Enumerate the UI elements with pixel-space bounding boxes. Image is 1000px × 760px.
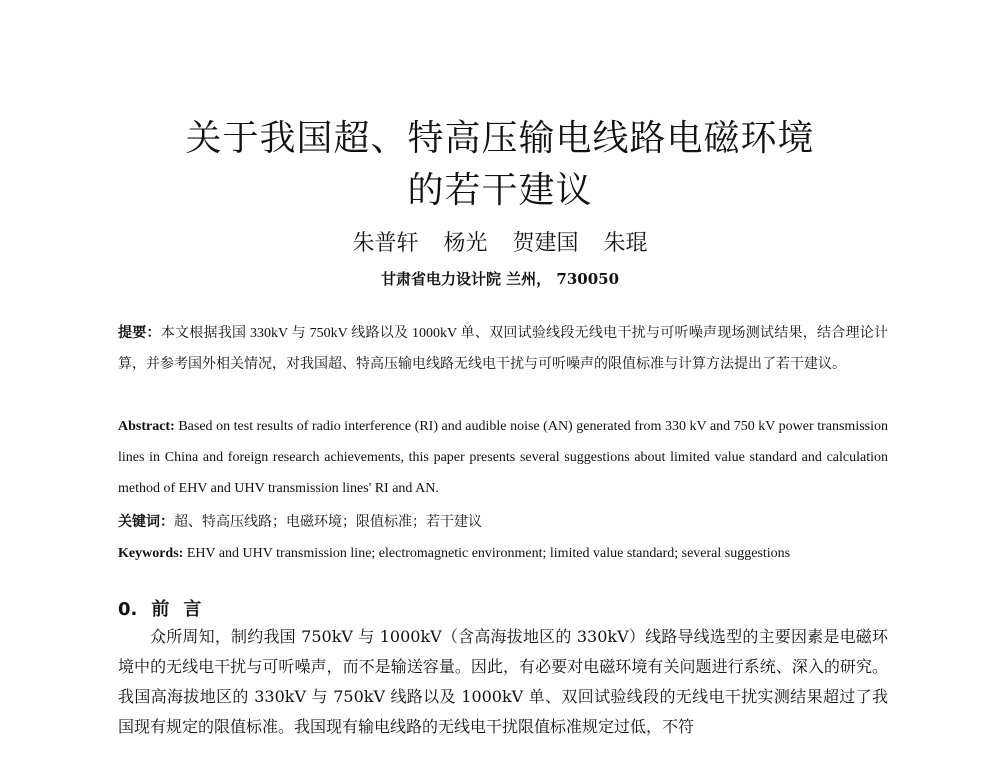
intro-paragraph: 众所周知，制约我国 750kV 与 1000kV（含高海拔地区的 330kV）线路导线选型的主要因素是电磁环境中的无线电干扰与可听噪声，而不是输送容量。因此，有必要对电磁环境有关问题进行系统、深入的研究。我国高海拔地区的 330kV 与 750kV 线路以及 1000kV 单、双回试验线段的无线电干扰实测结果超过了我国现有规定的限值标准。我国现有输电线路的无线电干扰限值标准规定过低，不符 (118, 627, 888, 736)
paper-title-line-1: 关于我国超、特高压输电线路电磁环境 (185, 118, 815, 159)
keywords-chinese-label: 关键词： (118, 515, 174, 530)
paper-title-line-2: 的若干建议 (407, 170, 593, 211)
section-name: 前言 (151, 599, 216, 620)
abstract-chinese-text: 本文根据我国 330kV 与 750kV 线路以及 1000kV 单、双回试验线段无线电干扰与可听噪声现场测试结果，结合理论计算，并参考国外相关情况，对我国超、特高压输电线路无线电干扰与可听噪声的限值标准与计算方法提出了若干建议。 (118, 326, 888, 372)
abstract-chinese-label: 提要： (118, 326, 161, 341)
keywords-english (118, 538, 888, 569)
keywords-chinese (118, 507, 888, 538)
section-number: 0. (118, 599, 138, 620)
section-heading (118, 595, 215, 621)
abstract-chinese (118, 318, 888, 380)
affiliation: 甘肃省电力设计院 兰州， 730050 (380, 270, 620, 288)
keywords-english-label: Keywords: (118, 546, 184, 561)
authors: 朱普轩 杨光 贺建国 朱琨 (352, 231, 648, 256)
abstract-english-label: Abstract: (118, 419, 175, 434)
abstract-english-text: Based on test results of radio interference (RI) and audible noise (AN) generated from 330 kV and 750 kV power transmission lines in China and foreign research achievements, this paper presents several suggestions about limited value standard and calculation method of EHV and UHV transmission lines' RI and AN. (118, 419, 888, 496)
keywords-chinese-text: 超、特高压线路；电磁环境；限值标准；若干建议 (174, 515, 482, 530)
abstract-english (118, 411, 888, 504)
keywords-english-text: EHV and UHV transmission line; electromagnetic environment; limited value standard; several suggestions (186, 546, 791, 561)
